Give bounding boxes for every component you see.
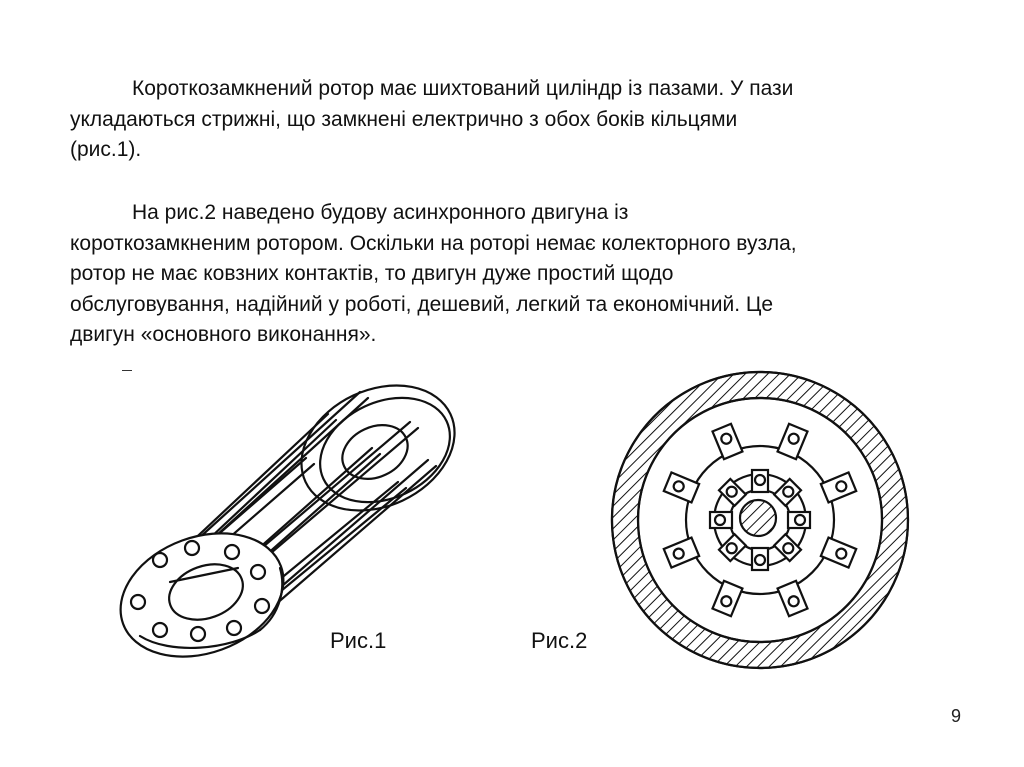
paragraph-rotor-description: [70, 74, 970, 166]
stator-tooth: [712, 424, 742, 459]
stator-tooth: [778, 424, 808, 459]
stator-tooth: [821, 538, 856, 568]
figure-2-caption: Рис.2: [531, 628, 588, 653]
paragraph-line: двигун «основного виконання».: [70, 323, 377, 346]
paragraph-line: короткозамкненим ротором. Оскільки на роторі немає колекторного вузла,: [70, 231, 797, 255]
rotor-slot: [752, 470, 768, 492]
paragraph-line: Короткозамкнений ротор має шихтований циліндр із пазами. У пази: [132, 77, 794, 100]
shaft: [740, 500, 776, 536]
squirrel-cage-rotor-figure: [110, 370, 470, 660]
paragraph-line: На рис.2 наведено будову асинхронного двигуна із: [132, 201, 629, 224]
stator-tooth: [664, 538, 699, 568]
paragraph-line: ротор не має ковзних контактів, то двигун дуже простий щодо: [70, 262, 674, 285]
page-number: 9: [951, 706, 962, 726]
paragraph-motor-description: [70, 198, 970, 351]
paragraph-line: (рис.1).: [70, 138, 142, 161]
paragraph-line: обслуговування, надійний у роботі, дешевий, легкий та економічний. Це: [70, 292, 774, 316]
rotor-slot: [710, 512, 732, 528]
stator-tooth: [712, 581, 742, 616]
stator-tooth: [778, 581, 808, 616]
induction-motor-cross-section-figure: [600, 360, 920, 690]
paragraph-line: укладаються стрижні, що замкнені електрично з обох боків кільцями: [70, 107, 738, 131]
figure-1-caption: Рис.1: [330, 628, 387, 653]
stator-tooth: [821, 472, 856, 502]
stator-tooth: [664, 472, 699, 502]
rotor-slot: [788, 512, 810, 528]
rotor-slot: [752, 548, 768, 570]
